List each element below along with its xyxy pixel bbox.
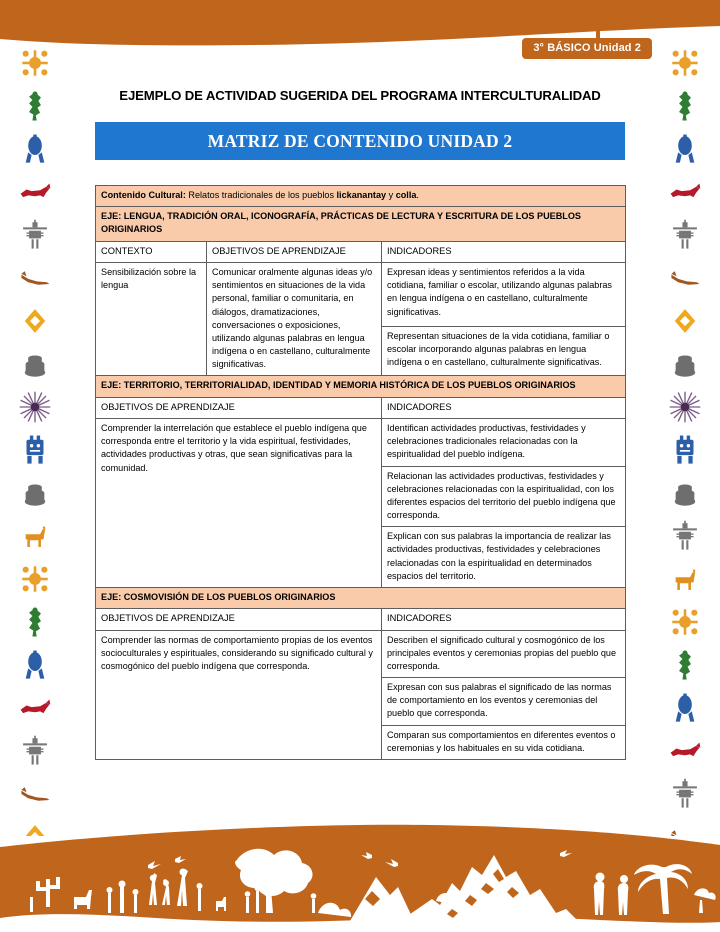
brown-boat-icon: [18, 777, 52, 811]
table-row: [96, 419, 626, 467]
indicador-cell: Representan situaciones de la vida cotidiana, familiar o escolar incorporando algunas palabras en lengua indígena o en castellano, culturalmente significativas.: [382, 326, 626, 376]
page-title-bar: [95, 122, 625, 160]
contenido-cultural-text-1: Relatos tradicionales de los pueblos: [185, 190, 337, 200]
sun-figure-icon: [668, 605, 702, 639]
matriz-contenido-table: [95, 185, 626, 760]
table-row: [96, 186, 626, 207]
grey-shaman-icon: [18, 734, 52, 768]
eje-header-2: EJE: TERRITORIO, TERRITORIALIDAD, IDENTIDAD Y MEMORIA HISTÓRICA DE LOS PUEBLOS ORIGINARIOS: [96, 376, 626, 397]
column-header-objetivos-2: OBJETIVOS DE APRENDIZAJE: [96, 397, 382, 418]
contenido-cultural-text-3: .: [416, 190, 419, 200]
table-row: [96, 376, 626, 397]
contenido-cultural-text-2: y: [386, 190, 396, 200]
footer-landscape: [0, 817, 720, 932]
grey-vessel-icon: [18, 347, 52, 381]
blue-figure-icon: [668, 132, 702, 166]
red-fox-icon: [668, 175, 702, 209]
contexto-cell-1: Sensibilización sobre la lengua: [96, 262, 207, 375]
column-header-objetivos-3: OBJETIVOS DE APRENDIZAJE: [96, 609, 382, 630]
orange-diamond-icon: [18, 304, 52, 338]
column-header-objetivos-1: OBJETIVOS DE APRENDIZAJE: [207, 241, 382, 262]
orange-llama-icon: [668, 562, 702, 596]
left-decoration-strip: [4, 46, 66, 836]
contenido-cultural-cell: [96, 186, 626, 207]
objetivo-cell-2: Comprender la interrelación que establece el pueblo indígena que corresponda entre el territorio y la vida espiritual, festividades, actividades productivas y otras, que sean significativas para la comunidad.: [96, 419, 382, 588]
red-fox-icon: [18, 175, 52, 209]
starburst-icon: [668, 390, 702, 424]
grey-vessel-icon: [18, 476, 52, 510]
right-decoration-strip: [654, 46, 716, 836]
brown-boat-icon: [668, 261, 702, 295]
grey-shaman-icon: [668, 218, 702, 252]
contenido-cultural-bold-1: lickanantay: [336, 190, 387, 200]
eje-header-3: EJE: COSMOVISIÓN DE LOS PUEBLOS ORIGINARIOS: [96, 587, 626, 608]
grey-shaman-icon: [668, 777, 702, 811]
grey-vessel-icon: [668, 476, 702, 510]
contenido-cultural-label: Contenido Cultural:: [101, 190, 186, 200]
brown-boat-icon: [18, 261, 52, 295]
starburst-icon: [18, 390, 52, 424]
grey-shaman-icon: [668, 519, 702, 553]
unit-badge: 3° BÁSICO Unidad 2: [522, 38, 652, 59]
column-header-indicadores-1: INDICADORES: [382, 241, 626, 262]
table-row: [96, 262, 626, 326]
blue-mask-icon: [668, 433, 702, 467]
grey-vessel-icon: [668, 347, 702, 381]
table-row: [96, 587, 626, 608]
page-title: MATRIZ DE CONTENIDO UNIDAD 2: [207, 130, 513, 151]
contenido-cultural-bold-2: colla: [395, 190, 417, 200]
table-row: [96, 609, 626, 630]
indicador-cell: Expresan con sus palabras el significado de las normas de comportamiento en los eventos y ceremonias del pueblo que corresponda.: [382, 678, 626, 726]
column-header-indicadores-2: INDICADORES: [382, 397, 626, 418]
green-bird-icon: [18, 605, 52, 639]
column-header-contexto: CONTEXTO: [96, 241, 207, 262]
objetivo-cell-1: Comunicar oralmente algunas ideas y/o sentimientos en situaciones de la vida personal, familiar o comunitaria, en diálogos, dramatizaciones, conversaciones o exposiciones, utilizando algunas palabras en lengua indígena o en castellano, culturalmente significativas.: [207, 262, 382, 375]
orange-llama-icon: [18, 519, 52, 553]
indicador-cell: Explican con sus palabras la importancia de realizar las actividades productivas, festividades y celebraciones relacionadas con la espiritualidad en determinados espacios del territorio.: [382, 527, 626, 588]
blue-figure-icon: [18, 648, 52, 682]
blue-figure-icon: [668, 691, 702, 725]
indicador-cell: Expresan ideas y sentimientos referidos a la vida cotidiana, familiar o escolar, utilizando algunas palabras en lengua indígena o en castellano, culturalmente significativas.: [382, 262, 626, 326]
indicador-cell: Describen el significado cultural y cosmogónico de los principales eventos y ceremonias propias del pueblo que corresponda.: [382, 630, 626, 678]
page-subtitle: EJEMPLO DE ACTIVIDAD SUGERIDA DEL PROGRAMA INTERCULTURALIDAD: [119, 88, 601, 103]
blue-mask-icon: [18, 433, 52, 467]
indicador-cell: Identifican actividades productivas, festividades y celebraciones tradicionales relacionadas con la espiritualidad del pueblo indígena.: [382, 419, 626, 467]
grey-shaman-icon: [18, 218, 52, 252]
green-bird-icon: [668, 648, 702, 682]
table-row: [96, 630, 626, 678]
sun-figure-icon: [18, 562, 52, 596]
red-fox-icon: [18, 691, 52, 725]
red-fox-icon: [668, 734, 702, 768]
indicador-cell: Comparan sus comportamientos en diferentes eventos o ceremonias y los habituales en su vida cotidiana.: [382, 725, 626, 759]
table-row: [96, 207, 626, 241]
table-row: [96, 397, 626, 418]
objetivo-cell-3: Comprender las normas de comportamiento propias de los eventos socioculturales y espirituales, considerando su significado cultural y cosmogónico del pueblo indígena que corresponda.: [96, 630, 382, 759]
eje-header-1: EJE: LENGUA, TRADICIÓN ORAL, ICONOGRAFÍA, PRÁCTICAS DE LECTURA Y ESCRITURA DE LOS PUEBLOS ORIGINARIOS: [96, 207, 626, 241]
table-row: [96, 241, 626, 262]
orange-diamond-icon: [668, 304, 702, 338]
column-header-indicadores-3: INDICADORES: [382, 609, 626, 630]
indicador-cell: Relacionan las actividades productivas, festividades y celebraciones relacionadas con la espiritualidad, con los diferentes espacios del territorio del pueblo indígena que corresponda.: [382, 466, 626, 527]
blue-figure-icon: [18, 132, 52, 166]
